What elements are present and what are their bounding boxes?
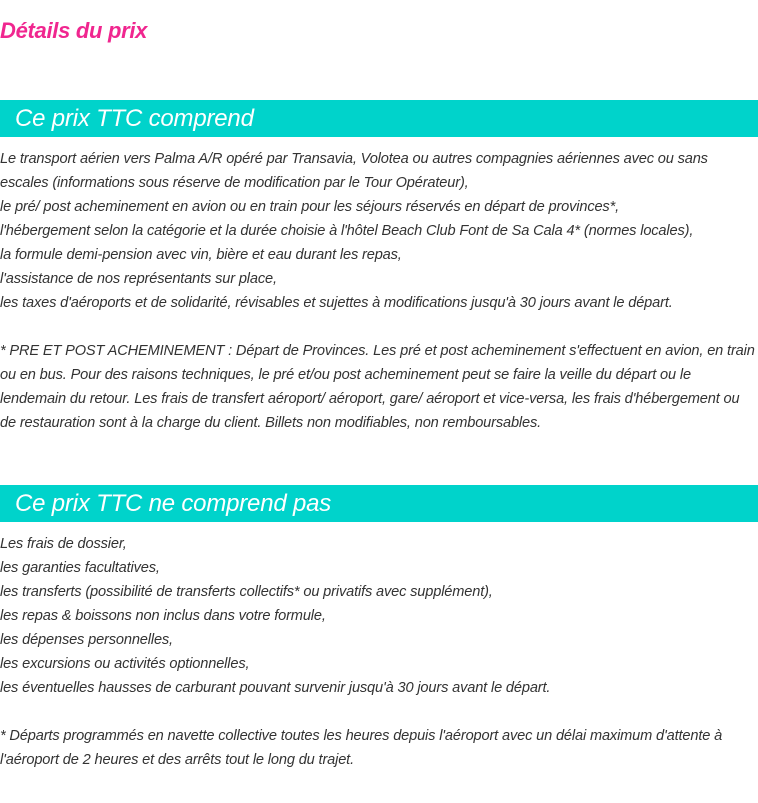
excludes-item: les garanties facultatives,: [0, 560, 160, 576]
excludes-item: les éventuelles hausses de carburant pouvant survenir jusqu'à 30 jours avant le départ.: [0, 680, 551, 696]
excludes-heading: Ce prix TTC ne comprend pas: [15, 490, 332, 517]
includes-item: la formule demi-pension avec vin, bière et eau durant les repas,: [0, 247, 402, 263]
excludes-item: les transferts (possibilité de transferts collectifs* ou privatifs avec supplément),: [0, 584, 493, 600]
includes-section: [0, 147, 758, 435]
includes-note: * PRE ET POST ACHEMINEMENT : Départ de Provinces. Les pré et post acheminement s'effectuent en avion, en train ou en bus. Pour des raisons techniques, le pré et/ou post acheminement peut se faire la veille du départ ou le lendemain du retour. Les frais de transfert aéroport/ aéroport, gare/ aéroport et vice-versa, les frais d'hébergement ou de restauration sont à la charge du client. Billets non modifiables, non remboursables.: [0, 343, 755, 431]
includes-item: les taxes d'aéroports et de solidarité, révisables et sujettes à modifications jusqu'à 30 jours avant le départ.: [0, 295, 673, 311]
includes-item: l'hébergement selon la catégorie et la durée choisie à l'hôtel Beach Club Font de Sa Cala 4* (normes locales),: [0, 223, 694, 239]
excludes-note: * Départs programmés en navette collective toutes les heures depuis l'aéroport avec un délai maximum d'attente à l'aéroport de 2 heures et des arrêts tout le long du trajet.: [0, 728, 723, 768]
excludes-item: les repas & boissons non inclus dans votre formule,: [0, 608, 326, 624]
includes-item: l'assistance de nos représentants sur place,: [0, 271, 277, 287]
includes-item: le pré/ post acheminement en avion ou en train pour les séjours réservés en départ de provinces*,: [0, 199, 620, 215]
includes-heading: Ce prix TTC comprend: [15, 105, 254, 132]
excludes-item: les excursions ou activités optionnelles,: [0, 656, 250, 672]
includes-header-band: [0, 100, 758, 137]
page-title: Détails du prix: [0, 18, 148, 43]
excludes-section: [0, 532, 758, 772]
excludes-item: les dépenses personnelles,: [0, 632, 173, 648]
includes-item: Le transport aérien vers Palma A/R opéré par Transavia, Volotea ou autres compagnies aériennes avec ou sans escales (informations sous réserve de modification par le Tour Opérateur),: [0, 151, 708, 191]
excludes-header-band: [0, 485, 758, 522]
excludes-item: Les frais de dossier,: [0, 536, 127, 552]
